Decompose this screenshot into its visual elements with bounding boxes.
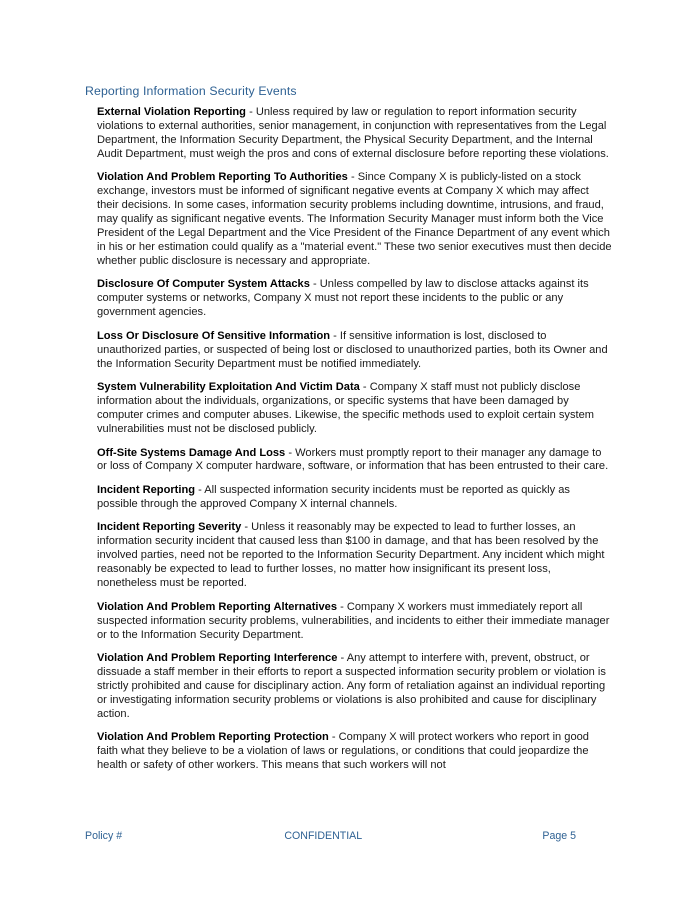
policy-item — [85, 521, 612, 591]
policy-term: Violation And Problem Reporting Alternatives — [97, 600, 337, 613]
footer-policy-number: Policy # — [85, 830, 123, 842]
document-content — [85, 84, 612, 773]
policy-item — [85, 484, 612, 512]
policy-description: Unless required by law or regulation to report information security violations to external authorities, senior management, in conjunction with representatives from the Legal Department, the Information Security Department, the Physical Security Department, and the Internal Audit Department, must weigh the pros and cons of external disclosure before reporting these violations. — [97, 106, 609, 160]
policy-term: External Violation Reporting — [97, 106, 246, 118]
policy-separator: - — [350, 171, 355, 184]
policy-term: Incident Reporting Severity — [97, 521, 242, 534]
policy-item — [85, 447, 612, 475]
policy-list — [85, 106, 612, 773]
policy-item — [85, 330, 612, 372]
policy-item — [85, 652, 612, 722]
footer-confidentiality-label: CONFIDENTIAL — [284, 830, 363, 842]
policy-separator: - — [340, 600, 344, 613]
policy-description: Unless compelled by law to disclose attacks against its computer systems or networks, Company X must not report these incidents to the public or any government agencies. — [97, 278, 589, 319]
policy-description: Any attempt to interfere with, prevent, obstruct, or dissuade a staff member in their efforts to report a suspected information security problem or violation is strictly prohibited and cause for disciplinary action. Any form of retaliation against an individual reporting or investigating information security problems or violations is also prohibited and cause for disciplinary action. — [97, 651, 606, 720]
policy-separator: - — [249, 106, 253, 118]
page-title: Reporting Information Security Events — [85, 84, 297, 98]
policy-item — [85, 278, 612, 320]
policy-term: Violation And Problem Reporting To Authorities — [97, 171, 348, 184]
policy-separator: - — [313, 278, 317, 291]
policy-term: Violation And Problem Reporting Interference — [97, 651, 338, 664]
policy-item — [85, 731, 612, 773]
policy-description: If sensitive information is lost, disclosed to unauthorized parties, or suspected of being lost or disclosed to unauthorized parties, both its Owner and the Information Security Department must be notified immediately. — [97, 329, 608, 370]
policy-description: Workers must promptly report to their manager any damage to or loss of Company X computer hardware, software, or information that has been entrusted to their care. — [97, 446, 609, 473]
policy-separator: - — [244, 521, 249, 534]
policy-term: System Vulnerability Exploitation And Victim Data — [97, 381, 360, 394]
policy-separator: - — [340, 651, 345, 664]
policy-item — [85, 601, 612, 643]
policy-item — [85, 106, 612, 162]
policy-description: Unless it reasonably may be expected to lead to further losses, an information security incident that caused less than $100 in damage, and that has been resolved by the involved parties, need not be reported to the Information Security Department. Any incident which might reasonably be expected to lead to further losses, no matter how insignificant its present loss, nonetheless must be reported. — [97, 521, 605, 590]
policy-term: Loss Or Disclosure Of Sensitive Information — [97, 329, 331, 342]
policy-item — [85, 171, 612, 269]
policy-term: Incident Reporting — [97, 483, 195, 496]
policy-description: Company X will protect workers who report in good faith what they believe to be a violation of laws or regulations, or conditions that could jeopardize the health or safety of other workers. This means that such workers will not — [97, 731, 589, 772]
policy-description: All suspected information security incidents must be reported as quickly as possible through the approved Company X internal channels. — [97, 483, 570, 510]
policy-separator: - — [288, 446, 293, 459]
policy-separator: - — [331, 731, 336, 744]
policy-term: Violation And Problem Reporting Protection — [97, 731, 329, 744]
policy-description: Since Company X is publicly-listed on a stock exchange, investors must be informed of significant negative events at Company X which may affect their decisions. In some cases, information security problems including downtime, intrusions, and fraud, may qualify as significant negative events. The Information Security Manager must inform both the Vice President of the Legal Department and the Vice President of the Finance Department of any event which in his or her estimation could qualify as a "material event." These two senior executives must then decide whether public disclosure is necessary and appropriate. — [97, 171, 612, 268]
policy-term: Off-Site Systems Damage And Loss — [97, 446, 286, 459]
policy-description: Company X workers must immediately report all suspected information security problems, vulnerabilities, and incidents to either their immediate manager or to the Information Security Department. — [97, 600, 610, 641]
policy-term: Disclosure Of Computer System Attacks — [97, 278, 310, 291]
policy-separator: - — [362, 381, 367, 394]
policy-separator: - — [198, 483, 202, 496]
page-footer — [85, 829, 576, 843]
policy-description: Company X staff must not publicly disclose information about the individuals, organizations, or specific systems that have been damaged by computer crimes and computer abuses. Likewise, the specific methods used to exploit certain system vulnerabilities must not be disclosed publicly. — [97, 381, 594, 436]
policy-item — [85, 381, 612, 437]
policy-separator: - — [333, 329, 337, 342]
footer-page-number: Page 5 — [542, 830, 576, 842]
